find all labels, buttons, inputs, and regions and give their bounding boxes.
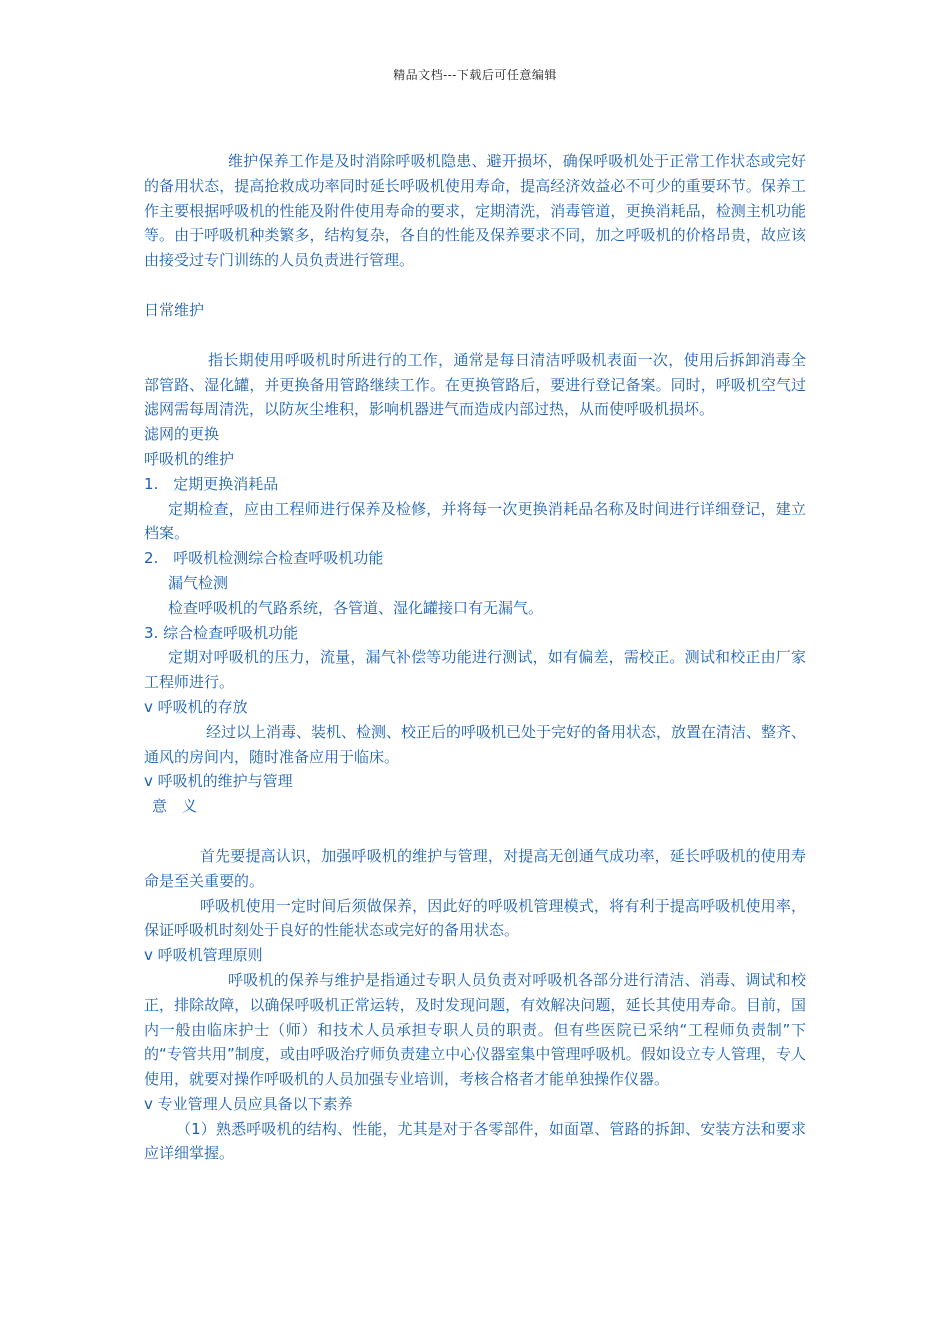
document-body <box>144 149 806 1166</box>
section-title-maint: 呼吸机的维护 <box>144 449 235 468</box>
list-item-2-title: 2. 呼吸机检测综合检查呼吸机功能 <box>144 549 384 568</box>
meaning-paragraph-2: 呼吸机使用一定时间后须做保养，因此好的呼吸机管理模式，将有利于提高呼吸机使用率，保证呼吸机时刻处于良好的性能状态或完好的备用状态。 <box>144 896 806 940</box>
section-title-mgmt: v 呼吸机的维护与管理 <box>144 772 293 791</box>
intro-paragraph: 维护保养工作是及时消除呼吸机隐患、避开损坏，确保呼吸机处于正常工作状态或完好的备用状态，提高抢救成功率同时延长呼吸机使用寿命，提高经济效益必不可少的重要环节。保养工作主要根据呼吸机的性能及附件使用寿命的要求，定期清洗，消毒管道，更换消耗品，检测主机功能等。由于呼吸机种类繁多，结构复杂，各自的性能及保养要求不同，加之呼吸机的价格昂贵，故应该由接受过专门训练的人员负责进行管理。 <box>144 152 806 270</box>
staff-item-1: （1）熟悉呼吸机的结构、性能，尤其是对于各零部件，如面罩、管路的拆卸、安装方法和要求应详细掌握。 <box>144 1119 806 1163</box>
section-title-meaning: 意 义 <box>152 797 198 816</box>
section-title-storage: v 呼吸机的存放 <box>144 697 248 716</box>
subsection-title-leak: 漏气检测 <box>168 573 229 592</box>
section-title-daily: 日常维护 <box>144 300 205 319</box>
section-title-principle: v 呼吸机管理原则 <box>144 946 263 965</box>
section-title-staff: v 专业管理人员应具备以下素养 <box>144 1094 353 1113</box>
list-item-3-title: 3. 综合检查呼吸机功能 <box>144 623 299 642</box>
daily-paragraph: 指长期使用呼吸机时所进行的工作，通常是每日清洁呼吸机表面一次，使用后拆卸消毒全部管路、湿化罐，并更换备用管路继续工作。在更换管路后，要进行登记备案。同时，呼吸机空气过滤网需每周清洗，以防灰尘堆积，影响机器进气而造成内部过热，从而使呼吸机损坏。 <box>144 350 806 419</box>
meaning-paragraph-1: 首先要提高认识，加强呼吸机的维护与管理，对提高无创通气成功率，延长呼吸机的使用寿命是至关重要的。 <box>144 846 806 890</box>
principle-paragraph: 呼吸机的保养与维护是指通过专职人员负责对呼吸机各部分进行清洁、消毒、调试和校正，排除故障，以确保呼吸机正常运转，及时发现问题，有效解决问题，延长其使用寿命。目前，国内一般由临床护士（师）和技术人员承担专职人员的职责。但有些医院已采纳“工程师负责制”下的“专管共用”制度，或由呼吸治疗师负责建立中心仪器室集中管理呼吸机。假如设立专人管理，专人使用，就要对操作呼吸机的人员加强专业培训，考核合格者才能单独操作仪器。 <box>144 970 806 1089</box>
leak-paragraph: 检查呼吸机的气路系统，各管道、湿化罐接口有无漏气。 <box>168 598 544 617</box>
section-title-filter: 滤网的更换 <box>144 425 220 444</box>
list-item-1-text: 定期检查，应由工程师进行保养及检修，并将每一次更换消耗品名称及时间进行详细登记，建立档案。 <box>144 499 806 543</box>
page-header: 精品文档---下载后可任意编辑 <box>393 68 557 82</box>
list-item-3-text: 定期对呼吸机的压力，流量，漏气补偿等功能进行测试，如有偏差，需校正。测试和校正由厂家工程师进行。 <box>144 648 806 692</box>
storage-paragraph: 经过以上消毒、装机、检测、校正后的呼吸机已处于完好的备用状态，放置在清洁、整齐、通风的房间内，随时准备应用于临床。 <box>144 722 807 766</box>
list-item-1-title: 1. 定期更换消耗品 <box>144 474 279 493</box>
